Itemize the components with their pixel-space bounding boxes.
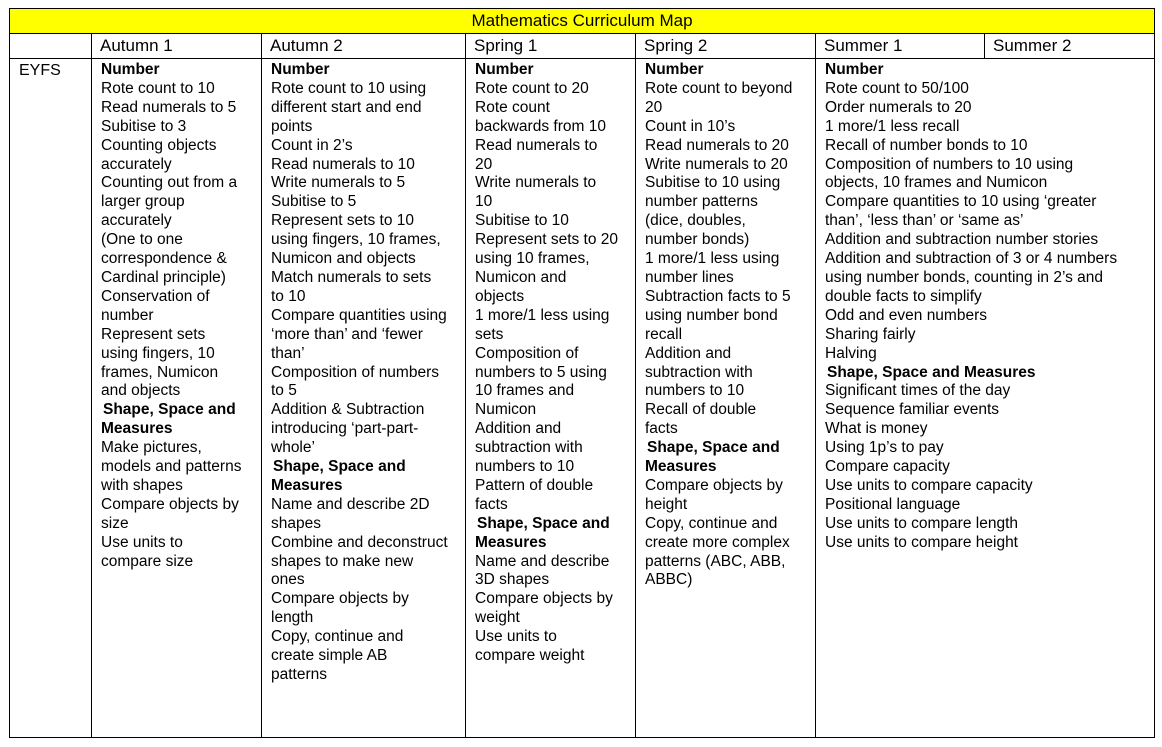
curriculum-item: than’ <box>271 344 305 362</box>
curriculum-item: number patterns <box>645 193 758 211</box>
curriculum-item: Rote count to 20 <box>475 79 589 97</box>
curriculum-item: to 10 <box>271 287 306 305</box>
curriculum-item: Conservation of <box>101 287 210 305</box>
header-spring-2: Spring 2 <box>636 34 816 59</box>
curriculum-item: Numicon <box>475 401 537 419</box>
curriculum-item: and objects <box>101 382 181 400</box>
curriculum-item: (One to one <box>101 231 183 249</box>
curriculum-item: patterns (ABC, ABB, <box>645 552 786 570</box>
curriculum-item: points <box>271 117 313 135</box>
curriculum-item: Composition of numbers to 10 using <box>825 155 1074 173</box>
curriculum-item: 1 more/1 less using <box>475 306 610 324</box>
curriculum-item: number bonds) <box>645 231 750 249</box>
curriculum-item: weight <box>475 609 520 627</box>
curriculum-item: Read numerals to 5 <box>101 98 237 116</box>
curriculum-item: Composition of numbers <box>271 363 439 381</box>
header-spring-1: Spring 1 <box>466 34 636 59</box>
section-heading: Measures <box>101 420 173 438</box>
curriculum-item: 20 <box>475 155 493 173</box>
curriculum-item: shapes to make new <box>271 552 414 570</box>
autumn-2-content <box>262 59 466 738</box>
section-heading: Shape, Space and <box>647 439 780 457</box>
curriculum-item: Sequence familiar events <box>825 401 1000 419</box>
curriculum-item: Positional language <box>825 495 961 513</box>
curriculum-item: What is money <box>825 420 928 438</box>
curriculum-item: Write numerals to <box>475 174 597 192</box>
curriculum-item: Addition and <box>475 420 562 438</box>
curriculum-item: compare weight <box>475 647 585 665</box>
curriculum-item: Numicon and objects <box>271 250 416 268</box>
curriculum-item: Use units to <box>101 533 183 551</box>
curriculum-item: Compare objects by <box>645 476 783 494</box>
header-autumn-1: Autumn 1 <box>92 34 262 59</box>
curriculum-item: patterns <box>271 666 328 683</box>
curriculum-item: Represent sets to 10 <box>271 212 415 230</box>
curriculum-item: Read numerals to <box>475 136 598 154</box>
curriculum-item: ones <box>271 571 305 589</box>
curriculum-item: 10 <box>475 193 493 211</box>
curriculum-item: Use units to compare capacity <box>825 476 1033 494</box>
summer-content <box>816 59 1155 738</box>
curriculum-item: Copy, continue and <box>645 514 778 532</box>
curriculum-item: Numicon and <box>475 268 567 286</box>
header-summer-1: Summer 1 <box>816 34 985 58</box>
curriculum-map-table <box>9 8 1155 738</box>
curriculum-item: Counting objects <box>101 136 217 154</box>
curriculum-item: ABBC) <box>645 571 693 589</box>
curriculum-item: Copy, continue and <box>271 628 404 646</box>
curriculum-item: height <box>645 495 688 513</box>
curriculum-item: Addition and subtraction number stories <box>825 231 1099 249</box>
curriculum-item: Subitise to 10 <box>475 212 569 230</box>
curriculum-item: Make pictures, <box>101 439 202 457</box>
header-summer-cell <box>816 34 1155 59</box>
curriculum-item: Combine and deconstruct <box>271 533 448 551</box>
curriculum-item: 10 frames and <box>475 382 575 400</box>
curriculum-item: compare size <box>101 552 194 570</box>
curriculum-item: Rote count to 50/100 <box>825 79 969 97</box>
section-heading: Number <box>271 61 330 78</box>
section-heading: Shape, Space and <box>477 514 610 532</box>
section-heading: Shape, Space and Measures <box>827 363 1036 381</box>
header-blank-cell <box>10 34 92 59</box>
curriculum-item: double facts to simplify <box>825 287 982 305</box>
curriculum-item: Using 1p’s to pay <box>825 439 944 457</box>
curriculum-item: Counting out from a <box>101 174 238 192</box>
curriculum-item: create more complex <box>645 533 790 551</box>
curriculum-item: recall <box>645 325 683 343</box>
curriculum-item: Name and describe 2D <box>271 495 430 513</box>
eyfs-row <box>10 59 1155 738</box>
curriculum-item: Count in 10’s <box>645 117 736 135</box>
curriculum-item: Match numerals to sets <box>271 268 432 286</box>
section-heading: Shape, Space and <box>103 401 236 419</box>
curriculum-item: Odd and even numbers <box>825 306 987 324</box>
curriculum-item: with shapes <box>101 476 183 494</box>
curriculum-item: Use units to compare height <box>825 533 1018 551</box>
curriculum-item: Read numerals to 10 <box>271 155 415 173</box>
curriculum-item: facts <box>645 420 678 438</box>
curriculum-item: Compare quantities to 10 using ‘greater <box>825 193 1097 211</box>
curriculum-item: Sharing fairly <box>825 325 916 343</box>
curriculum-item: models and patterns <box>101 458 242 476</box>
curriculum-item: Read numerals to 20 <box>645 136 789 154</box>
header-autumn-2: Autumn 2 <box>262 34 466 59</box>
curriculum-item: Count in 2’s <box>271 136 353 154</box>
curriculum-item: using number bonds, counting in 2’s and <box>825 268 1104 286</box>
section-heading: Shape, Space and <box>273 458 406 476</box>
curriculum-item: Subitise to 10 using <box>645 174 781 192</box>
curriculum-item: Recall of double <box>645 401 757 419</box>
curriculum-item: Addition & Subtraction <box>271 401 425 419</box>
curriculum-item: accurately <box>101 212 172 230</box>
section-heading: Measures <box>645 458 717 476</box>
curriculum-item: backwards from 10 <box>475 117 606 135</box>
curriculum-item: whole’ <box>271 439 315 457</box>
table-title: Mathematics Curriculum Map <box>10 9 1155 34</box>
curriculum-item: introducing ‘part-part- <box>271 420 419 438</box>
curriculum-item: Halving <box>825 344 877 362</box>
year-label: EYFS <box>10 59 92 738</box>
autumn-1-content <box>92 59 262 738</box>
curriculum-item: objects, 10 frames and Numicon <box>825 174 1048 192</box>
curriculum-item: Order numerals to 20 <box>825 98 972 116</box>
curriculum-item: larger group <box>101 193 185 211</box>
curriculum-item: Recall of number bonds to 10 <box>825 136 1028 154</box>
curriculum-item: Cardinal principle) <box>101 268 226 286</box>
header-summer-2: Summer 2 <box>993 36 1072 55</box>
curriculum-item: 20 <box>645 98 663 116</box>
curriculum-item: Subitise to 5 <box>271 193 357 211</box>
curriculum-item: using 10 frames, <box>475 250 590 268</box>
curriculum-item: Compare objects by <box>271 590 409 608</box>
section-heading: Measures <box>475 533 547 551</box>
curriculum-item: subtraction with <box>645 363 753 381</box>
curriculum-item: using fingers, 10 frames, <box>271 231 441 249</box>
curriculum-item: facts <box>475 495 508 513</box>
curriculum-item: Subtraction facts to 5 <box>645 287 791 305</box>
curriculum-item: to 5 <box>271 382 297 400</box>
curriculum-item: (dice, doubles, <box>645 212 746 230</box>
curriculum-item: Addition and <box>645 344 732 362</box>
curriculum-item: Write numerals to 20 <box>645 155 788 173</box>
curriculum-item: Significant times of the day <box>825 382 1011 400</box>
section-heading: Number <box>825 61 884 78</box>
curriculum-item: numbers to 10 <box>475 458 575 476</box>
curriculum-item: number <box>101 306 154 324</box>
curriculum-item: Compare objects by <box>475 590 613 608</box>
curriculum-item: Pattern of double <box>475 476 594 494</box>
curriculum-item: Compare objects by <box>101 495 239 513</box>
title-row <box>10 9 1155 34</box>
curriculum-item: Name and describe <box>475 552 610 570</box>
curriculum-item: ‘more than’ and ‘fewer <box>271 325 423 343</box>
curriculum-item: subtraction with <box>475 439 583 457</box>
curriculum-item: size <box>101 514 129 532</box>
curriculum-item: Addition and subtraction of 3 or 4 numbers <box>825 250 1118 268</box>
curriculum-item: number lines <box>645 268 734 286</box>
section-heading: Number <box>645 61 704 78</box>
section-heading: Number <box>101 61 160 78</box>
header-row <box>10 34 1155 59</box>
curriculum-item: Rote count to beyond <box>645 79 793 97</box>
curriculum-item: shapes <box>271 514 321 532</box>
curriculum-item: 1 more/1 less using <box>645 250 780 268</box>
curriculum-item: Compare quantities using <box>271 306 447 324</box>
curriculum-item: accurately <box>101 155 172 173</box>
curriculum-item: Rote count to 10 <box>101 79 215 97</box>
curriculum-item: numbers to 5 using <box>475 363 607 381</box>
curriculum-item: frames, Numicon <box>101 363 219 381</box>
curriculum-item: 1 more/1 less recall <box>825 117 960 135</box>
curriculum-item: Write numerals to 5 <box>271 174 406 192</box>
curriculum-item: 3D shapes <box>475 571 550 589</box>
section-heading: Measures <box>271 476 343 494</box>
spring-1-content <box>466 59 636 738</box>
curriculum-item: Rote count <box>475 98 550 116</box>
curriculum-item: correspondence & <box>101 250 227 268</box>
curriculum-item: than’, ‘less than’ or ‘same as’ <box>825 212 1024 230</box>
curriculum-item: Represent sets <box>101 325 206 343</box>
curriculum-item: sets <box>475 325 504 343</box>
curriculum-item: different start and end <box>271 98 422 116</box>
curriculum-item: Subitise to 3 <box>101 117 187 135</box>
spring-2-content <box>636 59 816 738</box>
curriculum-item: create simple AB <box>271 647 388 665</box>
section-heading: Number <box>475 61 534 78</box>
curriculum-item: using fingers, 10 <box>101 344 215 362</box>
curriculum-item: Use units to <box>475 628 557 646</box>
curriculum-item: Compare capacity <box>825 458 950 476</box>
curriculum-item: Use units to compare length <box>825 514 1018 532</box>
curriculum-item: objects <box>475 287 525 305</box>
curriculum-item: numbers to 10 <box>645 382 745 400</box>
curriculum-item: Composition of <box>475 344 579 362</box>
curriculum-item: using number bond <box>645 306 778 324</box>
curriculum-item: Represent sets to 20 <box>475 231 619 249</box>
curriculum-item: length <box>271 609 314 627</box>
curriculum-item: Rote count to 10 using <box>271 79 427 97</box>
